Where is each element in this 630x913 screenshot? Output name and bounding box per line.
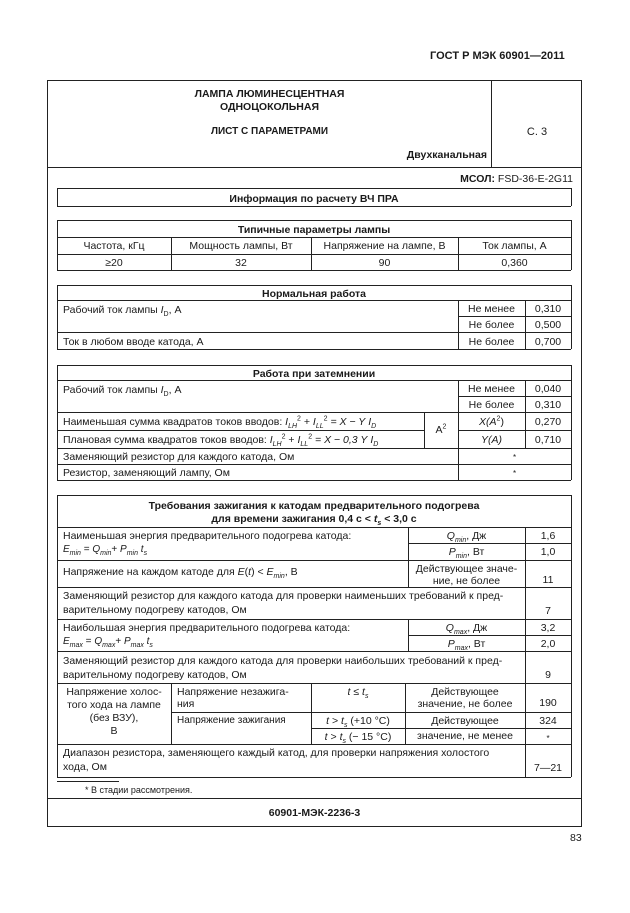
normal-min-value: 0,310 [534, 303, 562, 315]
typical-value-current: 0,360 [501, 257, 528, 269]
no-ignition-label-1: Напряжение незажига- [177, 686, 289, 698]
ignition-res-min-1: Заменяющий резистор для каждого катода для проверки наименьших требований к пред- [63, 590, 504, 602]
ignition-actual-max-1: Действующее значе- [415, 563, 518, 575]
typical-value-voltage: 90 [378, 257, 391, 269]
range-label-1: Диапазон резистора, заменяющего каждый катод, для проверки напряжения холостого [63, 747, 490, 759]
normal-max-label: Не более [468, 319, 515, 331]
ignition-voltage-cathode: Напряжение на каждом катоде для $E(t) < E_{min}$, В [63, 566, 298, 581]
dimming-x-value: 0,270 [534, 416, 562, 428]
info-title: Информация по расчету ВЧ ПРА [229, 193, 399, 205]
ignition-pmax-value: 2,0 [540, 638, 556, 650]
cond-ts-gt-cold: $t > t_s$ (− 15 °С) [324, 731, 392, 746]
dimming-y-label: Y(A) [481, 434, 502, 446]
actual-max-label-1: значение, не более [417, 698, 513, 710]
sheet-subtitle: ЛИСТ С ПАРАМЕТРАМИ [210, 126, 329, 137]
ignition-qmin-value: 1,6 [540, 530, 556, 542]
dimming-sum-plan: Плановая сумма квадратов токов вводов: $I_{LH}^2 + I_{LL}^2 = X - 0,3$ Y $I_D$ [63, 433, 379, 449]
dimming-resistor-lamp-value: * [512, 469, 517, 478]
dimming-resistor-cathode-value: * [512, 453, 517, 462]
ignition-qmax-label: $Q_{max}$, Дж [445, 622, 488, 637]
ignition-qmax-value: 3,2 [540, 622, 556, 634]
normal-cathode-max-label: Не более [468, 336, 515, 348]
ignition-cold-value: * [546, 734, 550, 743]
normal-max-value: 0,500 [534, 319, 562, 331]
ignition-res-min-2: варительному подогреву катодов, Ом [63, 604, 247, 616]
ignition-emax-label: Наибольшая энергия предварительного подогрева катода: [63, 622, 351, 634]
dimming-a2: $A^2$ [435, 423, 447, 436]
range-label-2: хода, Ом [63, 761, 107, 773]
ignition-res-max-value: 9 [545, 669, 551, 681]
lamp-type: Двухканальная [406, 149, 487, 161]
ocv-label-4: В [110, 725, 118, 737]
sheet-title: ЛАМПА ЛЮМИНЕСЦЕНТНАЯ [194, 88, 345, 100]
dimming-x-label: $X(A^2)$ [479, 415, 504, 428]
typical-header-voltage: Напряжение на лампе, В [323, 240, 446, 252]
mcol-label: МСОЛ: [460, 173, 495, 185]
ignition-actual-max-2: ние, не более [432, 575, 501, 587]
mcol-value: FSD-36-E-2G11 [497, 173, 573, 185]
ignition-title: Требования зажигания к катодам предварительного подогрева [148, 500, 480, 512]
typical-header-current: Ток лампы, А [482, 240, 547, 252]
doc-code: 60901-МЭК-2236-3 [268, 807, 361, 819]
ignition-pmax-label: $P_{max}$, Вт [447, 638, 486, 653]
normal-cathode-value: 0,700 [534, 336, 562, 348]
ocv-label-1: Напряжение холос- [66, 686, 162, 698]
ignition-voltage-label: Напряжение зажигания [177, 715, 286, 726]
ignition-res-max-2: варительному подогреву катодов, Ом [63, 669, 247, 681]
range-value: 7—21 [533, 762, 563, 774]
ignition-qmin-label: $Q_{min}$, Дж [446, 530, 487, 545]
actual-label-2: Действующее [431, 715, 499, 727]
cond-ts-gt-warm: $t > t_s$ (+10 °С) [326, 715, 390, 730]
no-ignition-label-2: ния [177, 698, 195, 710]
normal-cathode-current: Ток в любом вводе катода, А [63, 336, 204, 348]
ignition-res-min-value: 7 [545, 605, 551, 617]
normal-work-current: Рабочий ток лампы $I_D$, А [63, 304, 182, 319]
actual-min-label: значение, не менее [417, 730, 513, 742]
dimming-work-current: Рабочий ток лампы $I_D$, А [63, 384, 182, 399]
normal-min-label: Не менее [468, 303, 515, 315]
typical-header-freq: Частота, кГц [83, 240, 145, 252]
ignition-emin-label: Наименьшая энергия предварительного подогрева катода: [63, 530, 352, 542]
normal-title: Нормальная работа [262, 288, 366, 300]
ignition-pmin-label: $P_{min}$, Вт [448, 546, 485, 561]
sheet-title-2: ОДНОЦОКОЛЬНАЯ [219, 101, 320, 113]
dimming-max-value: 0,310 [534, 399, 562, 411]
ignition-emin-formula: $E_{min} = Q_{min}+ P_{min}$ $t_s$ [63, 544, 148, 557]
mcol-line [300, 173, 573, 185]
ocv-label-2: того хода на лампе [67, 699, 161, 711]
ignition-emax-formula: $E_{max} = Q_{max}+ P_{max}$ $t_s$ [63, 636, 153, 649]
page-ref: С. 3 [526, 126, 548, 138]
ocv-label-3: (без ВЗУ), [89, 712, 139, 724]
ignition-res-max-1: Заменяющий резистор для каждого катода для проверки наибольших требований к пред- [63, 655, 503, 667]
dimming-title: Работа при затемнении [252, 368, 376, 380]
dimming-y-value: 0,710 [534, 434, 562, 446]
page-number: 83 [570, 832, 582, 844]
dimming-resistor-cathode: Заменяющий резистор для каждого катода, Ом [63, 451, 295, 463]
typical-value-freq: ≥20 [105, 257, 123, 269]
ignition-title-2: для времени зажигания 0,4 $с < t_s < 3,0$ с [211, 513, 417, 528]
typical-header-power: Мощность лампы, Вт [189, 240, 293, 252]
dimming-sum-min: Наименьшая сумма квадратов токов вводов: $I_{LH}^2 + I_{LL}^2 = X - Y$ $I_D$ [63, 415, 377, 431]
no-ignition-value: 190 [539, 697, 557, 709]
dimming-min-value: 0,040 [534, 383, 562, 395]
cond-ts-le: $t \le t_s$ [347, 686, 369, 701]
ignition-pmin-value: 1,0 [540, 546, 556, 558]
dimming-max-label: Не более [468, 399, 515, 411]
ignition-voltage-value: 11 [542, 574, 554, 586]
footnote: * В стадии рассмотрения. [85, 785, 193, 795]
typical-value-power: 32 [235, 257, 247, 269]
actual-label-1: Действующее [431, 686, 499, 698]
dimming-min-label: Не менее [468, 383, 515, 395]
dimming-resistor-lamp: Резистор, заменяющий лампу, Ом [63, 467, 230, 479]
standard-header: ГОСТ Р МЭК 60901—2011 [430, 50, 565, 62]
typical-title: Типичные параметры лампы [237, 224, 391, 236]
ignition-value: 324 [539, 715, 557, 727]
